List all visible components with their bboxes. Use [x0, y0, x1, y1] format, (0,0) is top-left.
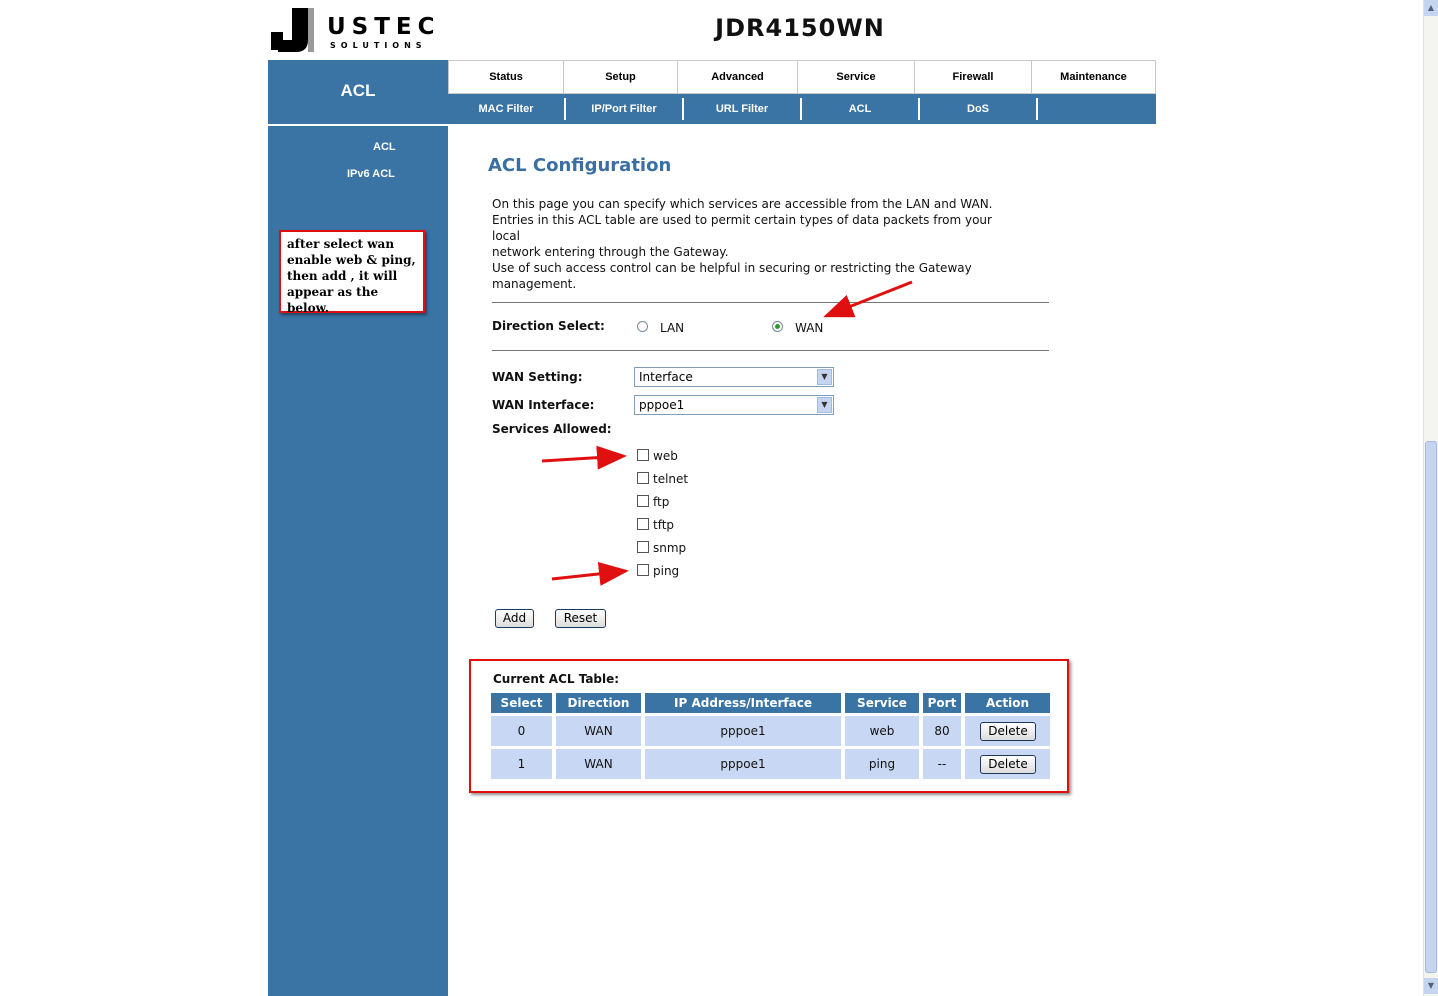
model-title: JDR4150WN	[715, 14, 885, 42]
description-line: Use of such access control can be helpful in securing or restricting the Gateway	[492, 261, 972, 275]
wan-interface-value: pppoe1	[639, 398, 685, 412]
annotation-note: after select wan enable web & ping, then add , it will appear as the below.	[279, 230, 425, 313]
table-cell-port: 80	[923, 716, 961, 746]
service-tftp-label: tftp	[653, 518, 675, 532]
column-header-action: Action	[965, 693, 1050, 713]
direction-label: Direction Select:	[492, 319, 605, 333]
logo-text: USTEC	[327, 14, 441, 40]
services-label: Services Allowed:	[492, 422, 612, 436]
table-cell-service: ping	[845, 749, 919, 779]
description-line: management.	[492, 277, 577, 291]
description-line: local	[492, 229, 520, 243]
column-header-direction: Direction	[556, 693, 641, 713]
subtab-mac-filter[interactable]: MAC Filter	[448, 98, 566, 120]
subtab-dos[interactable]: DoS	[920, 98, 1038, 120]
subtab-url-filter[interactable]: URL Filter	[684, 98, 802, 120]
service-web-label: web	[653, 449, 678, 463]
sidebar-item-ipv6-acl[interactable]: IPv6 ACL	[347, 168, 395, 180]
scroll-thumb[interactable]	[1425, 441, 1437, 973]
delete-button[interactable]: Delete	[980, 722, 1036, 741]
wan-interface-label: WAN Interface:	[492, 398, 595, 412]
service-telnet-label: telnet	[653, 472, 689, 486]
service-snmp-label: snmp	[653, 541, 687, 555]
arrow-icon	[826, 282, 912, 316]
scroll-down-icon[interactable]: ▼	[1424, 978, 1438, 994]
tab-maintenance[interactable]: Maintenance	[1032, 61, 1155, 93]
table-cell-direction: WAN	[556, 749, 641, 779]
add-button[interactable]: Add	[495, 609, 534, 628]
sidebar-title: ACL	[340, 81, 376, 100]
scroll-up-icon[interactable]: ▲	[1424, 0, 1438, 16]
arrow-icon	[542, 456, 624, 461]
tab-firewall[interactable]: Firewall	[915, 61, 1032, 93]
wan-setting-value: Interface	[639, 370, 693, 384]
table-cell-interface: pppoe1	[645, 716, 841, 746]
arrow-icon	[552, 571, 626, 579]
tab-status[interactable]: Status	[449, 61, 564, 93]
subtab-ip-port-filter[interactable]: IP/Port Filter	[566, 98, 684, 120]
service-ftp-label: ftp	[653, 495, 670, 509]
page-title: ACL Configuration	[488, 155, 672, 176]
radio-lan-label: LAN	[660, 321, 685, 335]
chevron-down-icon[interactable]: ▼	[817, 397, 832, 413]
table-cell-service: web	[845, 716, 919, 746]
reset-button[interactable]: Reset	[555, 609, 606, 628]
table-cell-port: --	[923, 749, 961, 779]
table-cell-select: 0	[491, 716, 552, 746]
logo-subtext: SOLUTIONS	[330, 41, 427, 50]
description-line: network entering through the Gateway.	[492, 245, 729, 259]
radio-wan-label: WAN	[795, 321, 824, 335]
column-header-port: Port	[923, 693, 961, 713]
tab-service[interactable]: Service	[798, 61, 915, 93]
table-cell-select: 1	[491, 749, 552, 779]
column-header-service: Service	[845, 693, 919, 713]
subtab-acl[interactable]: ACL	[802, 98, 920, 120]
tab-setup[interactable]: Setup	[564, 61, 678, 93]
column-header-interface: IP Address/Interface	[645, 693, 841, 713]
tab-advanced[interactable]: Advanced	[678, 61, 798, 93]
service-ping-label: ping	[653, 564, 680, 578]
table-cell-interface: pppoe1	[645, 749, 841, 779]
chevron-down-icon[interactable]: ▼	[817, 369, 832, 385]
acl-table-title: Current ACL Table:	[493, 672, 620, 686]
sidebar-item-acl[interactable]: ACL	[373, 141, 396, 153]
delete-button[interactable]: Delete	[980, 755, 1036, 774]
table-cell-direction: WAN	[556, 716, 641, 746]
wan-setting-label: WAN Setting:	[492, 370, 583, 384]
column-header-select: Select	[491, 693, 552, 713]
description-line: Entries in this ACL table are used to permit certain types of data packets from your	[492, 213, 992, 227]
description-line: On this page you can specify which services are accessible from the LAN and WAN.	[492, 197, 993, 211]
